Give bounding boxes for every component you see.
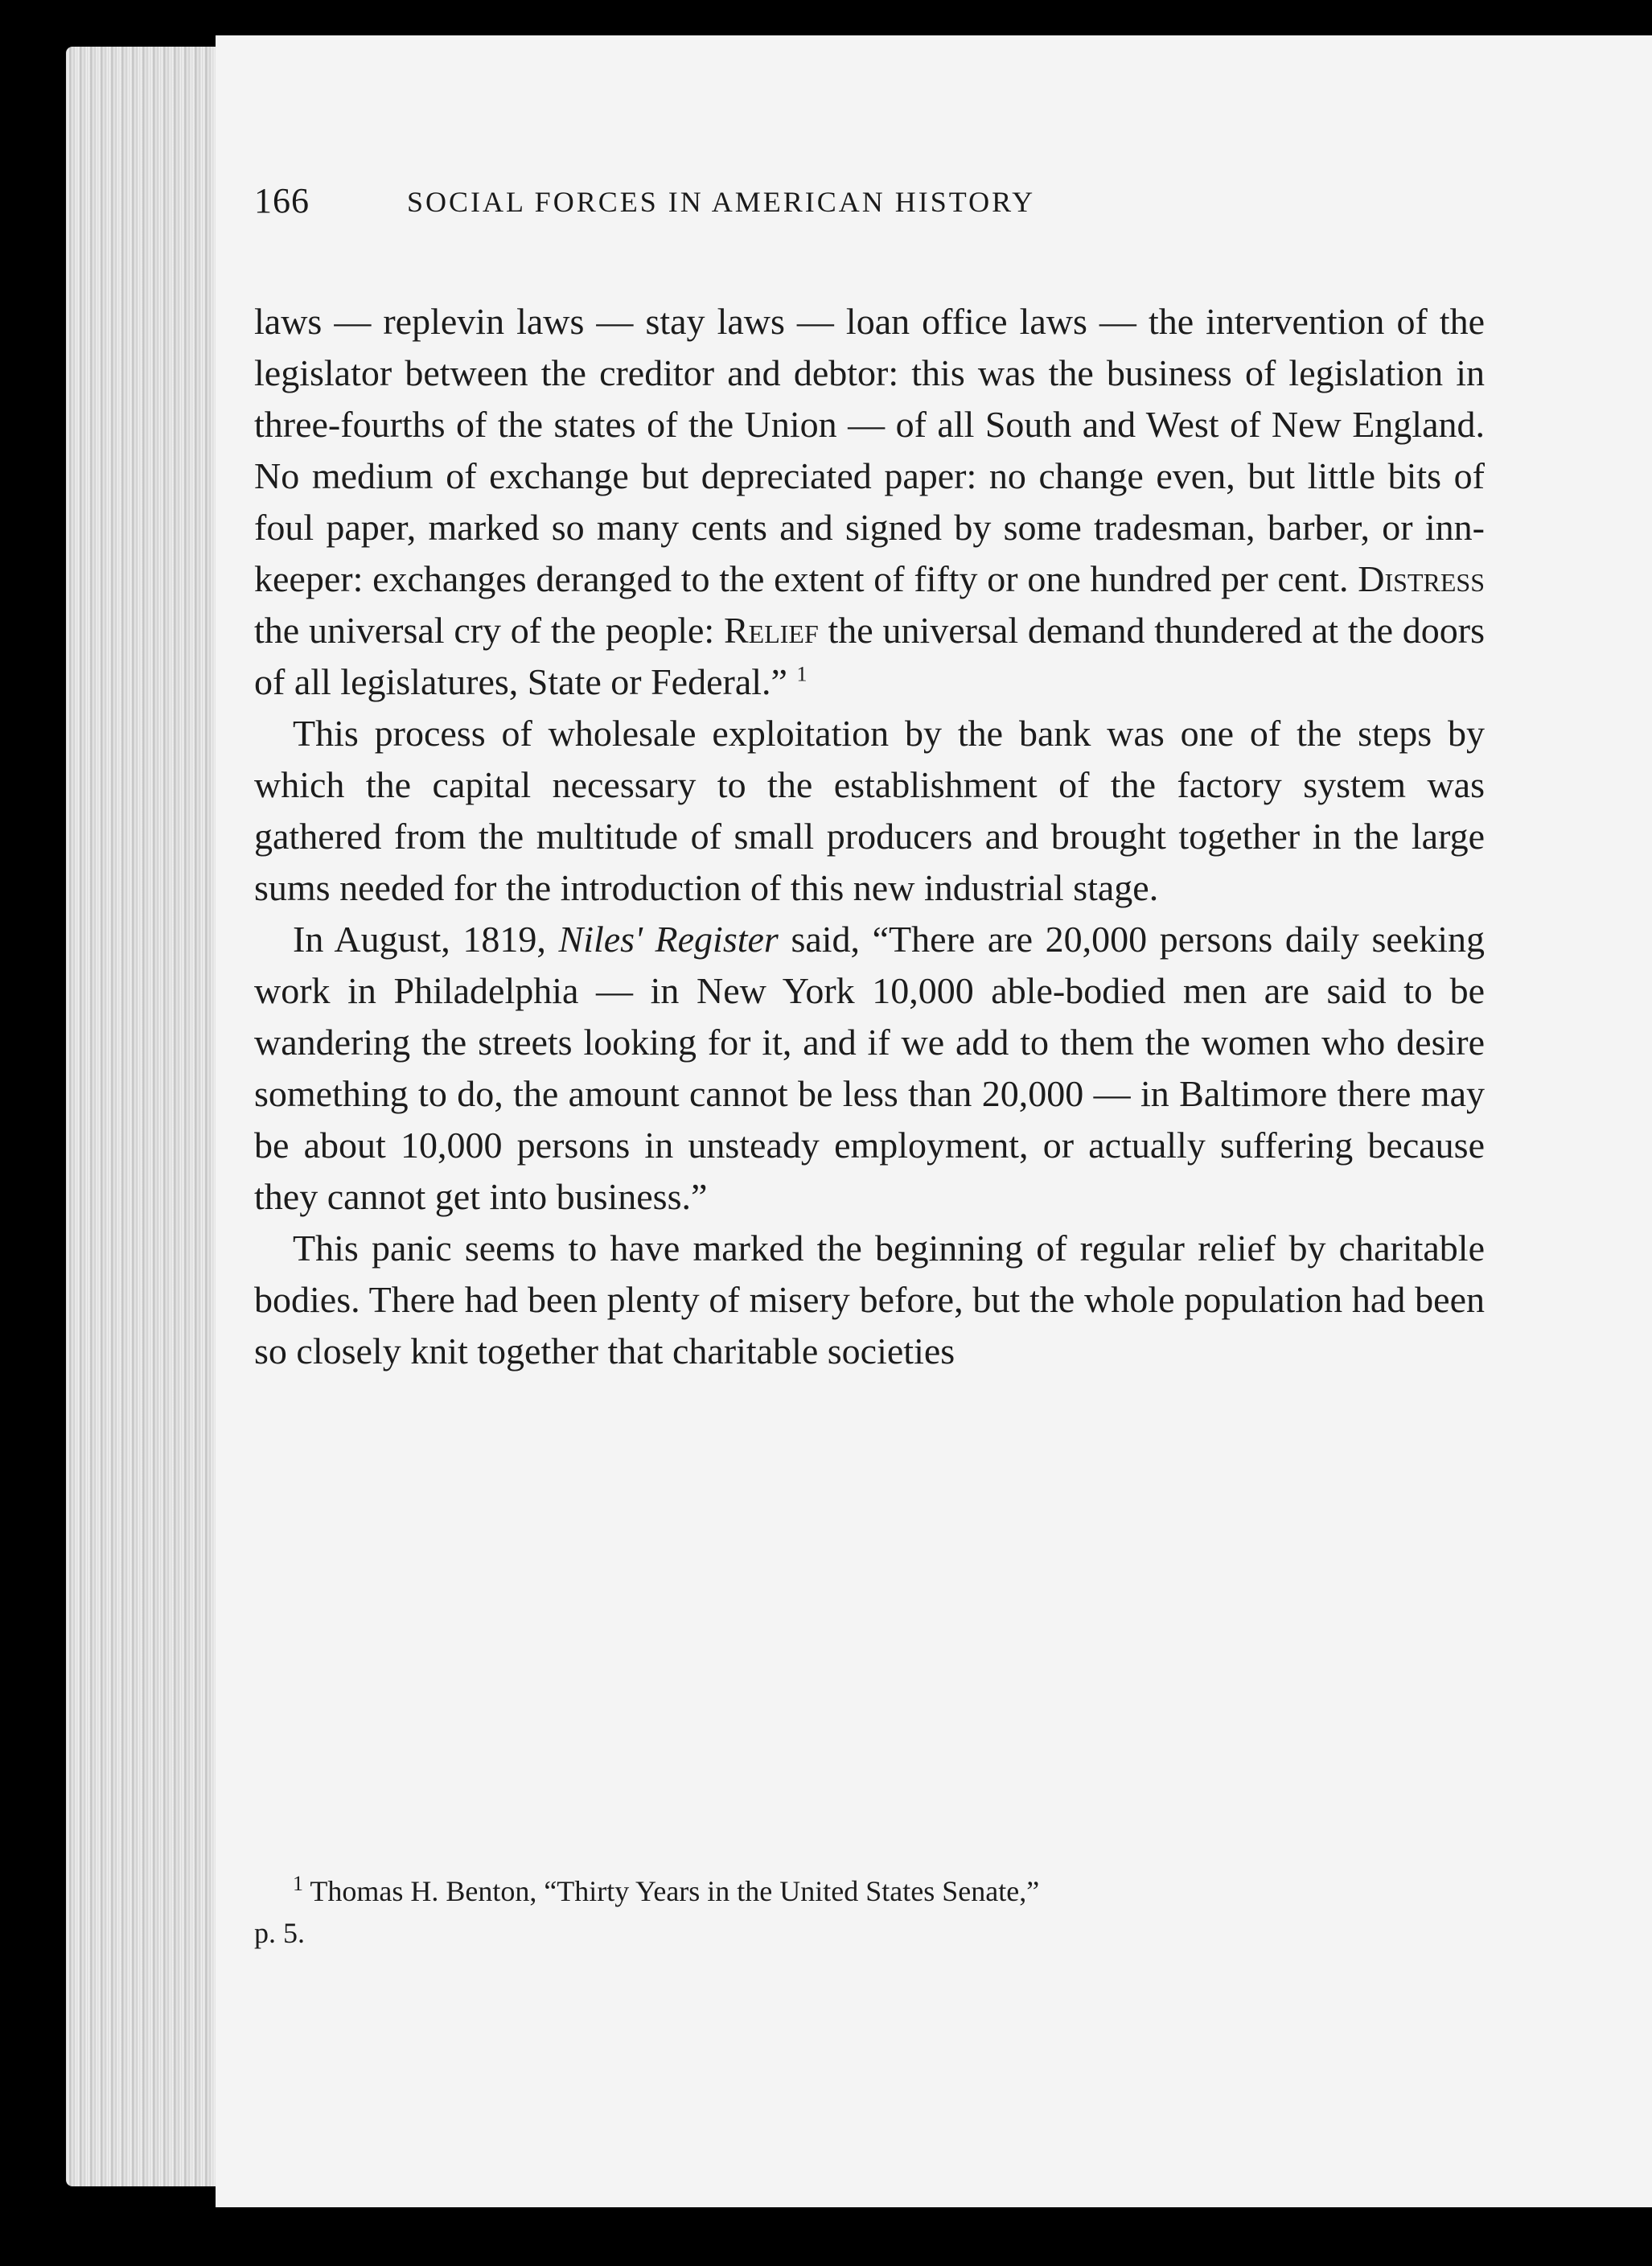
footnote-reference: 1 bbox=[796, 662, 808, 686]
body-text bbox=[254, 296, 1485, 1377]
footnote-continuation: p. 5. bbox=[254, 1917, 305, 1949]
small-caps-relief: Relief bbox=[723, 610, 819, 651]
paragraph-3-end: said, “There are 20,000 persons daily seeking work in Philadelphia — in New York 10,000 able-bodied men are said to be wandering the streets looking for it, and if we add to them the women who desire something to do, the amount cannot be less than 20,000 — in Baltimore there may be about 10,000 persons in unsteady employment, or actually suffering because they cannot get into business.” bbox=[254, 919, 1486, 1217]
paragraph-3-start: In August, 1819, bbox=[293, 919, 546, 960]
footnote-text: Thomas H. Benton, “Thirty Years in the United States Senate,” bbox=[310, 1875, 1040, 1907]
running-head: SOCIAL FORCES IN AMERICAN HISTORY bbox=[407, 186, 1036, 218]
periodical-title: Niles' Register bbox=[558, 919, 779, 960]
footnote-marker: 1 bbox=[293, 1872, 303, 1895]
paragraph-1-end: the universal demand thundered at the doors of all legislatures, State or Federal.” bbox=[254, 610, 1486, 702]
paragraph-1-middle: the universal cry of the people: bbox=[254, 610, 715, 651]
paragraph-1-start: laws — replevin laws — stay laws — loan office laws — the intervention of the legislator between the creditor and debtor: this was the business of legislation in three-fourths of the states of the Union — of all South and West of New England. No medium of exchange but depreciated paper: no change even, but little bits of foul paper, marked so many cents and signed by some tradesman, barber, or inn-keeper: exchanges deranged to the extent of fifty or one hundred per cent. bbox=[254, 301, 1485, 599]
book-page-edges bbox=[66, 47, 227, 2186]
paragraph-4: This panic seems to have marked the beginning of regular relief by charitable bodies. There had been plenty of misery before, but the whole population had been so closely knit together that charitable societies bbox=[254, 1228, 1485, 1372]
small-caps-distress: Distress bbox=[1358, 558, 1486, 599]
paragraph-1 bbox=[254, 296, 1485, 708]
page-number: 166 bbox=[254, 181, 310, 220]
paragraph-3 bbox=[254, 914, 1485, 1223]
paragraph-2: This process of wholesale exploitation by the bank was one of the steps by which the capital necessary to the establishment of the factory system was gathered from the multitude of small producers and brought together in the large sums needed for the introduction of this new industrial stage. bbox=[254, 713, 1485, 908]
page-header bbox=[254, 180, 1364, 236]
footnote bbox=[254, 1870, 1485, 1954]
